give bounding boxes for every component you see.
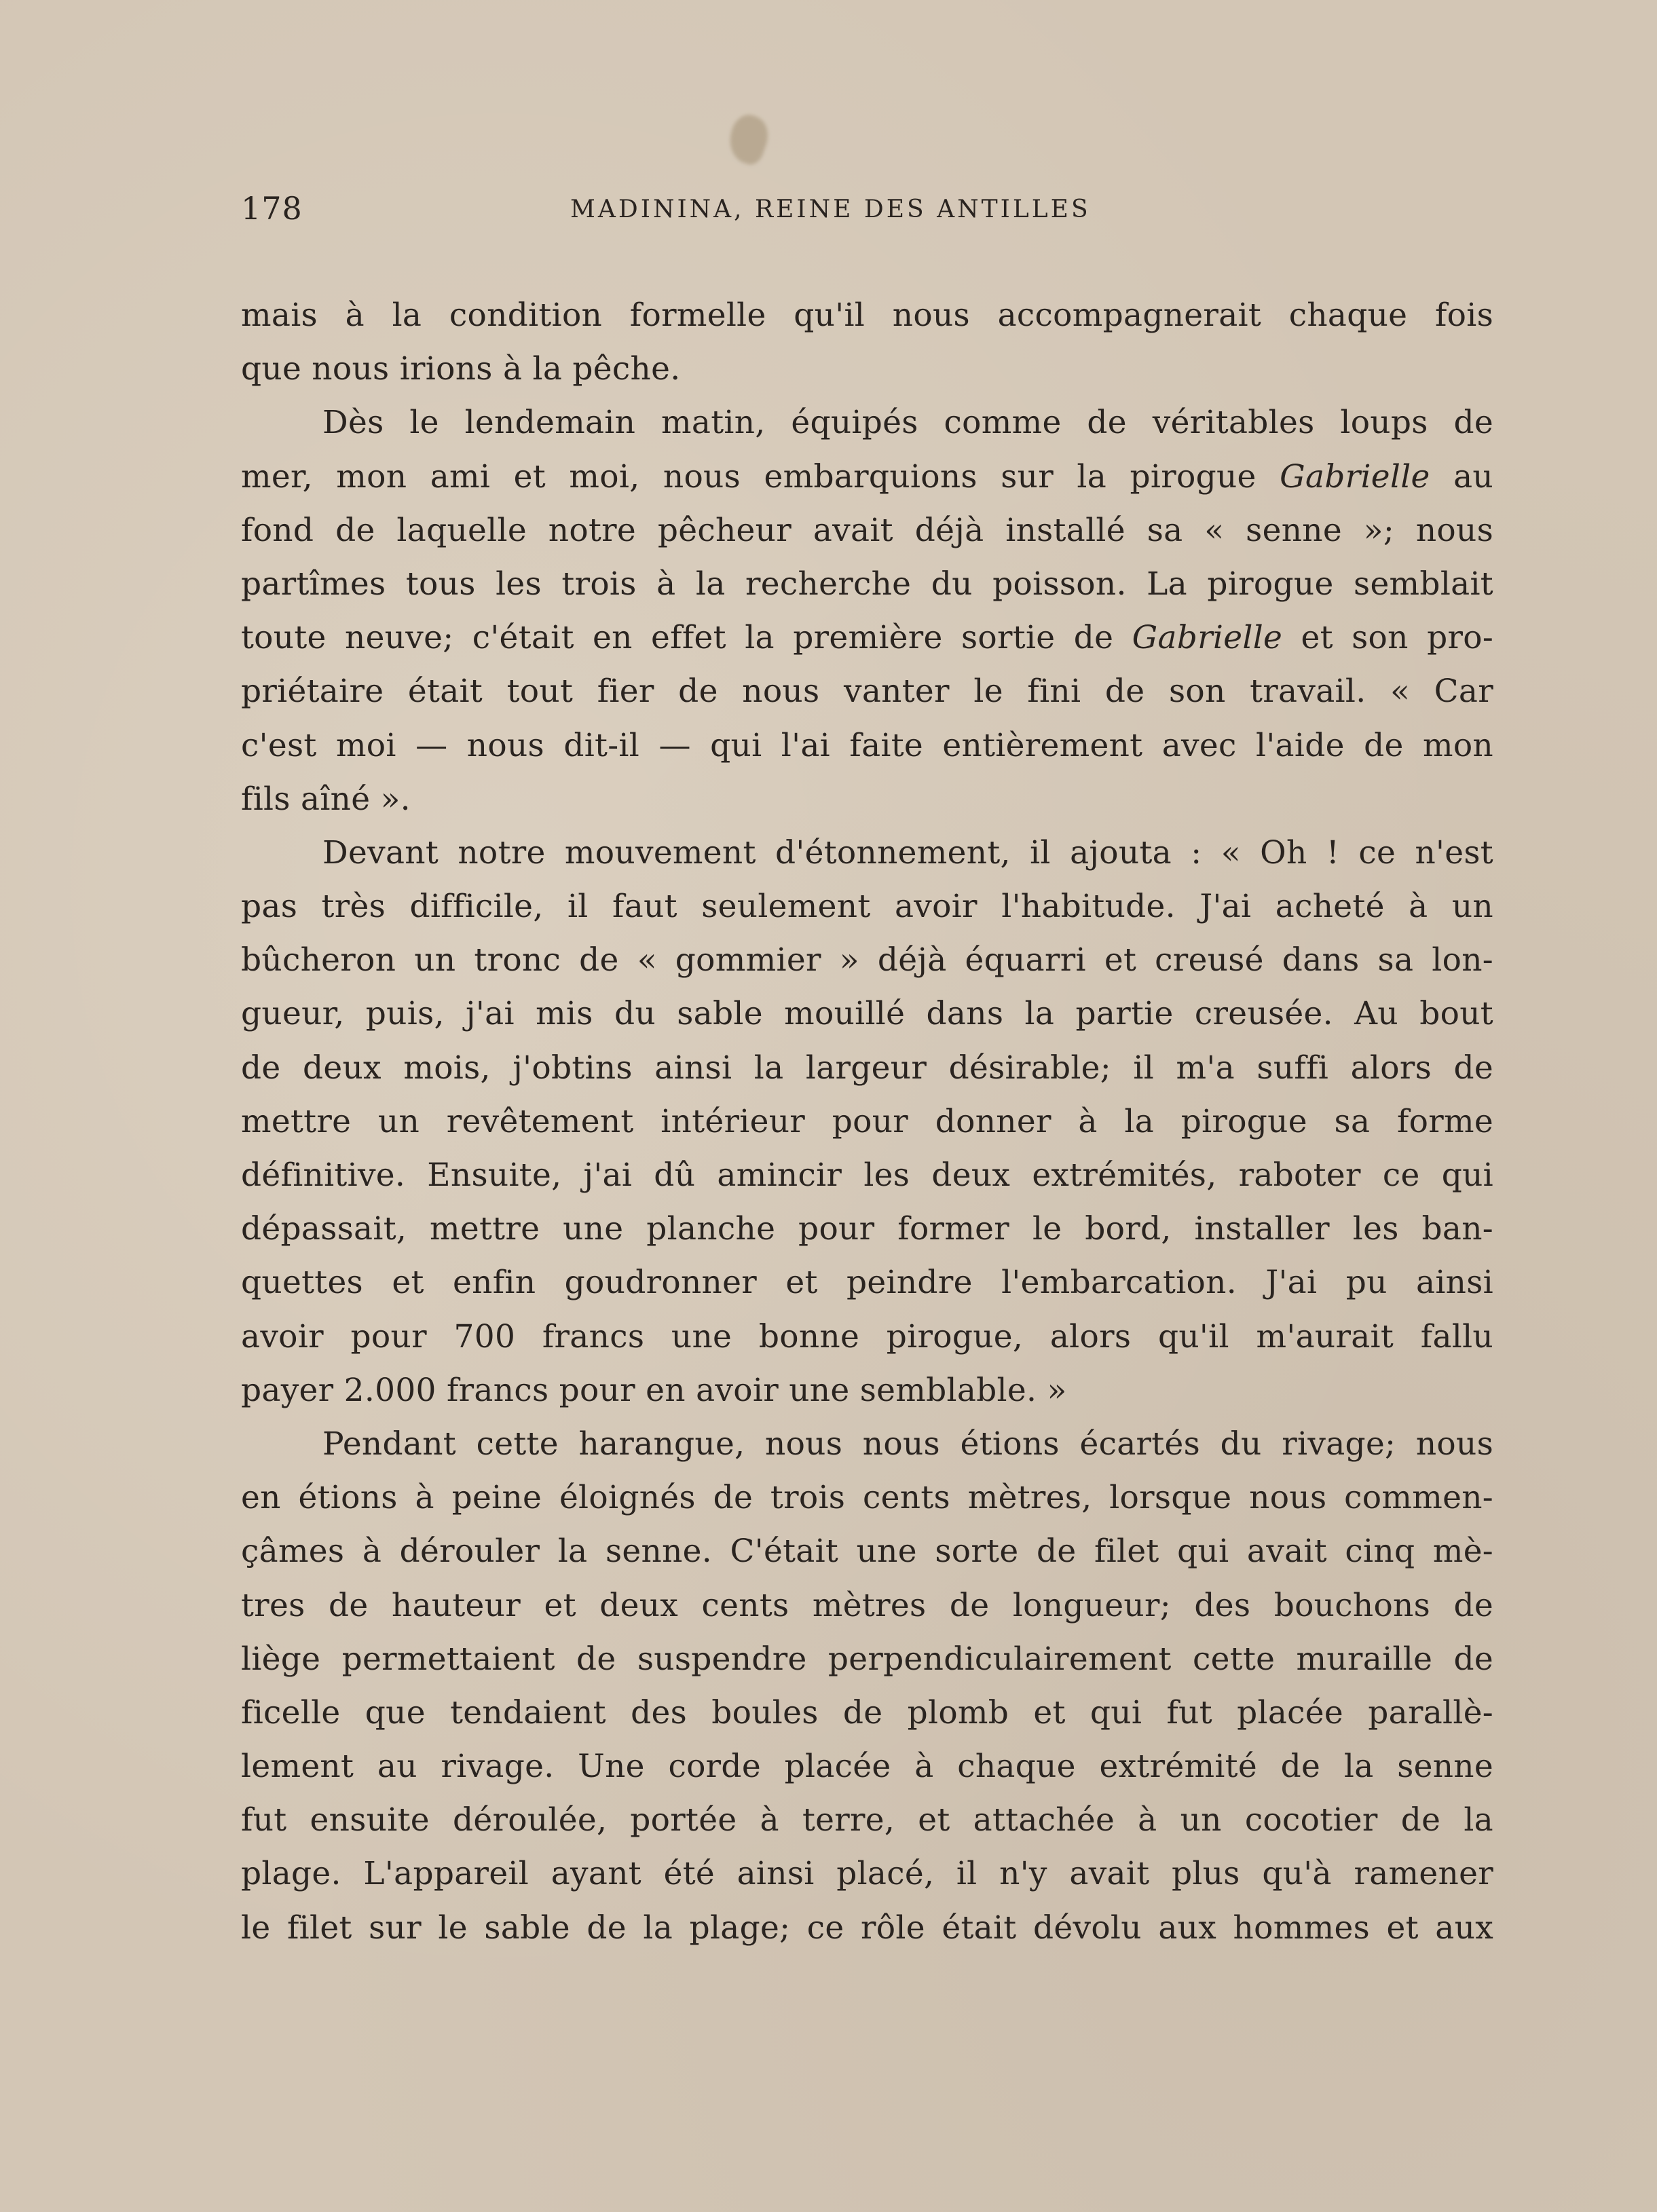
text-line bbox=[241, 611, 1493, 664]
text-segment: çâmes à dérouler la senne. C'était une sorte de filet qui avait cinq mè- bbox=[241, 1533, 1493, 1571]
text-segment: Dès le lendemain matin, équipés comme de véritables loups de bbox=[322, 404, 1493, 442]
paragraph bbox=[241, 1417, 1493, 1955]
text-line bbox=[241, 396, 1493, 449]
text-segment: bûcheron un tronc de « gommier » déjà équarri et creusé dans sa lon- bbox=[241, 941, 1493, 979]
text-line bbox=[241, 288, 1493, 342]
text-segment: pas très difficile, il faut seulement avoir l'habitude. J'ai acheté à un bbox=[241, 888, 1493, 926]
text-segment: le filet sur le sable de la plage; ce rôle était dévolu aux hommes et aux bbox=[241, 1909, 1493, 1947]
text-line bbox=[241, 1417, 1493, 1471]
page-number: 178 bbox=[241, 190, 303, 227]
text-line bbox=[241, 933, 1493, 987]
italic-boat-name: Gabrielle bbox=[1132, 619, 1283, 657]
text-line bbox=[241, 719, 1493, 772]
text-line bbox=[241, 1740, 1493, 1793]
text-line bbox=[241, 987, 1493, 1041]
text-segment: mettre un revêtement intérieur pour donner à la pirogue sa forme bbox=[241, 1102, 1493, 1140]
text-segment: partîmes tous les trois à la recherche du poisson. La pirogue semblait bbox=[241, 565, 1493, 603]
text-line bbox=[241, 1364, 1493, 1417]
italic-boat-name: Gabrielle bbox=[1280, 457, 1430, 495]
text-line bbox=[241, 1202, 1493, 1256]
paragraph bbox=[241, 288, 1493, 396]
text-line bbox=[241, 504, 1493, 557]
text-line bbox=[241, 1524, 1493, 1578]
text-segment: fils aîné ». bbox=[241, 780, 411, 818]
text-segment: liège permettaient de suspendre perpendiculairement cette muraille de bbox=[241, 1640, 1493, 1678]
text-segment: gueur, puis, j'ai mis du sable mouillé dans la partie creusée. Au bout bbox=[241, 995, 1493, 1033]
text-line bbox=[241, 1901, 1493, 1955]
running-header bbox=[241, 190, 1493, 231]
text-segment: Pendant cette harangue, nous nous étions écartés du rivage; nous bbox=[322, 1425, 1493, 1463]
text-line bbox=[241, 1148, 1493, 1202]
text-segment: de deux mois, j'obtins ainsi la largeur désirable; il m'a suffi alors de bbox=[241, 1049, 1493, 1087]
text-line bbox=[241, 826, 1493, 880]
text-line bbox=[241, 450, 1493, 504]
text-segment: mer, mon ami et moi, nous embarquions sur la pirogue bbox=[241, 457, 1280, 495]
text-segment: Devant notre mouvement d'étonnement, il ajouta : « Oh ! ce n'est bbox=[322, 833, 1493, 871]
text-line bbox=[241, 664, 1493, 718]
text-segment: toute neuve; c'était en effet la première sortie de bbox=[241, 619, 1132, 657]
text-segment: tres de hauteur et deux cents mètres de longueur; des bouchons de bbox=[241, 1586, 1493, 1624]
text-segment: lement au rivage. Une corde placée à chaque extrémité de la senne bbox=[241, 1748, 1493, 1786]
text-line bbox=[241, 1041, 1493, 1095]
text-line bbox=[241, 1310, 1493, 1364]
text-line bbox=[241, 1793, 1493, 1847]
text-line bbox=[241, 557, 1493, 611]
text-line bbox=[241, 1579, 1493, 1632]
text-segment: dépassait, mettre une planche pour former le bord, installer les ban- bbox=[241, 1210, 1493, 1248]
body-text bbox=[241, 288, 1493, 1955]
text-segment: payer 2.000 francs pour en avoir une semblable. » bbox=[241, 1371, 1067, 1409]
text-segment: fond de laquelle notre pêcheur avait déjà installé sa « senne »; nous bbox=[241, 511, 1493, 549]
text-line bbox=[241, 1471, 1493, 1524]
paragraph bbox=[241, 396, 1493, 826]
paragraph bbox=[241, 826, 1493, 1417]
text-segment: fut ensuite déroulée, portée à terre, et attachée à un cocotier de la bbox=[241, 1801, 1493, 1839]
text-segment: quettes et enfin goudronner et peindre l'embarcation. J'ai pu ainsi bbox=[241, 1264, 1493, 1302]
text-line bbox=[241, 1256, 1493, 1309]
text-segment: plage. L'appareil ayant été ainsi placé, il n'y avait plus qu'à ramener bbox=[241, 1855, 1493, 1893]
text-segment: priétaire était tout fier de nous vanter le fini de son travail. « Car bbox=[241, 673, 1493, 711]
text-line bbox=[241, 1847, 1493, 1900]
text-segment: en étions à peine éloignés de trois cents mètres, lorsque nous commen- bbox=[241, 1479, 1493, 1517]
text-segment: que nous irions à la pêche. bbox=[241, 350, 681, 388]
text-segment: et son pro- bbox=[1282, 619, 1493, 657]
text-line bbox=[241, 1095, 1493, 1148]
text-line bbox=[241, 342, 1493, 396]
text-line bbox=[241, 1632, 1493, 1686]
text-segment: avoir pour 700 francs une bonne pirogue, alors qu'il m'aurait fallu bbox=[241, 1317, 1493, 1355]
text-line bbox=[241, 1686, 1493, 1740]
running-title: MADININA, REINE DES ANTILLES bbox=[570, 195, 1091, 223]
text-segment: ficelle que tendaient des boules de plomb et qui fut placée parallè- bbox=[241, 1693, 1493, 1731]
text-segment: mais à la condition formelle qu'il nous accompagnerait chaque fois bbox=[241, 297, 1493, 334]
text-segment: au bbox=[1430, 457, 1493, 495]
text-line bbox=[241, 772, 1493, 826]
text-segment: définitive. Ensuite, j'ai dû amincir les deux extrémités, raboter ce qui bbox=[241, 1157, 1493, 1194]
text-segment: c'est moi — nous dit-il — qui l'ai faite entièrement avec l'aide de mon bbox=[241, 726, 1493, 764]
text-line bbox=[241, 880, 1493, 933]
